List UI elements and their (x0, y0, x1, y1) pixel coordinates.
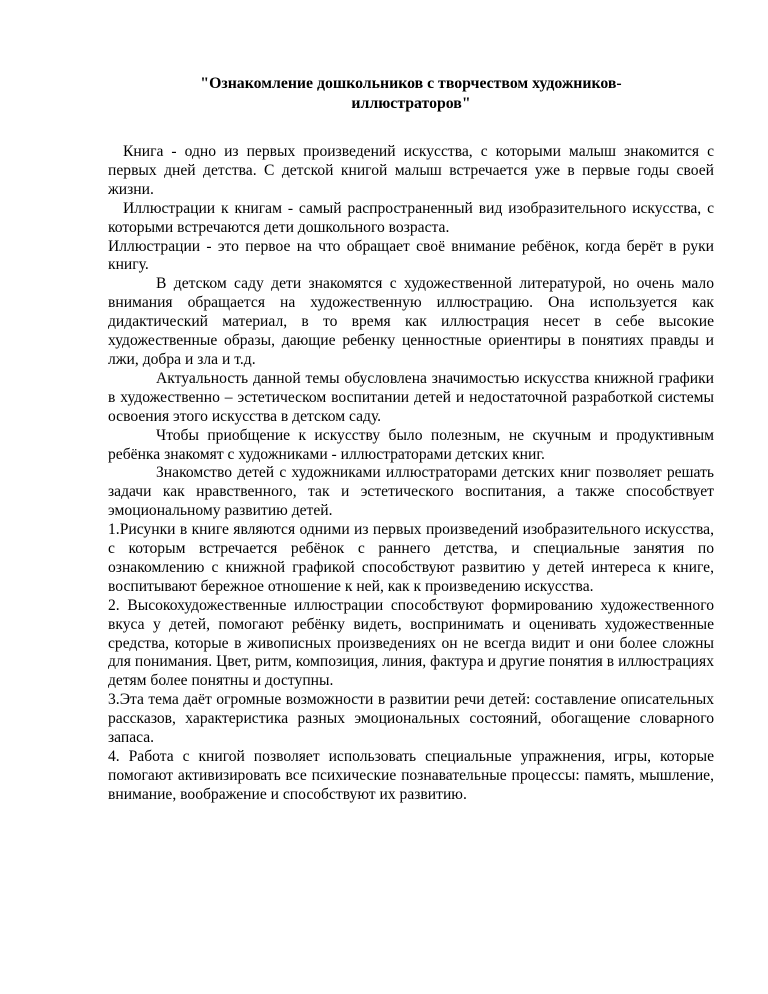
paragraph-illustrations-first: Иллюстрации - это первое на что обращает своё внимание ребёнок, когда берёт в руки книгу. (108, 237, 714, 274)
document-page (108, 74, 714, 805)
document-title (108, 74, 714, 114)
list-item-1: 1.Рисунки в книге являются одними из первых произведений изобразительного искусства, с которым встречается ребёнок с раннего детства, и специальные занятия по ознакомлению с книжной графикой способствуют развитию у детей интереса к книге, воспитывают бережное отношение к ней, как к произведению искусства. (108, 521, 714, 595)
title-line-2: иллюстраторов" (351, 95, 471, 112)
paragraph-illustrations-kind: Иллюстрации к книгам - самый распространенный вид изобразительного искусства, с которыми встречаются дети дошкольного возраста. (108, 199, 714, 236)
paragraph-book-intro: Книга - одно из первых произведений искусства, с которыми малыш знакомится с первых дней детства. С детской книгой малыш встречается уже в первые годы своей жизни. (108, 143, 714, 198)
paragraph-relevance: Актуальность данной темы обусловлена значимостью искусства книжной графики в художественно – эстетическом воспитании детей и недостаточной разработкой системы освоения этого искусства в детском саду. (108, 369, 714, 425)
paragraph-kindergarten: В детском саду дети знакомятся с художественной литературой, но очень мало внимания обращается на художественную иллюстрацию. Она используется как дидактический материал, в то время как иллюстрация несет в себе высокие художественные образы, дающие ребенку ценностные ориентиры в понятиях правды и лжи, добра и зла и т.д. (108, 275, 714, 368)
list-item-3: 3.Эта тема даёт огромные возможности в развитии речи детей: составление описательных рассказов, характеристика разных эмоциональных состояний, обогащение словарного запаса. (108, 691, 714, 747)
paragraph-acquaintance: Знакомство детей с художниками иллюстраторами детских книг позволяет решать задачи как нравственного, так и эстетического воспитания, а также способствует эмоциональному развитию детей. (108, 464, 714, 520)
list-item-4: 4. Работа с книгой позволяет использовать специальные упражнения, игры, которые помогают активизировать все психические познавательные процессы: память, мышление, внимание, воображение и способствуют их развитию. (108, 748, 714, 803)
paragraph-art-introduction: Чтобы приобщение к искусству было полезным, не скучным и продуктивным ребёнка знакомят с художниками - иллюстраторами детских книг. (108, 426, 714, 463)
title-line-1: "Ознакомление дошкольников с творчеством художников- (200, 75, 622, 92)
list-item-2: 2. Высокохудожественные иллюстрации способствуют формированию художественного вкуса у детей, помогают ребёнку видеть, воспринимать и оценивать художественные средства, которые в живописных произведениях он не всегда видит и они более сложны для понимания. Цвет, ритм, композиция, линия, фактура и другие понятия в иллюстрациях детям более понятны и доступны. (108, 596, 714, 690)
